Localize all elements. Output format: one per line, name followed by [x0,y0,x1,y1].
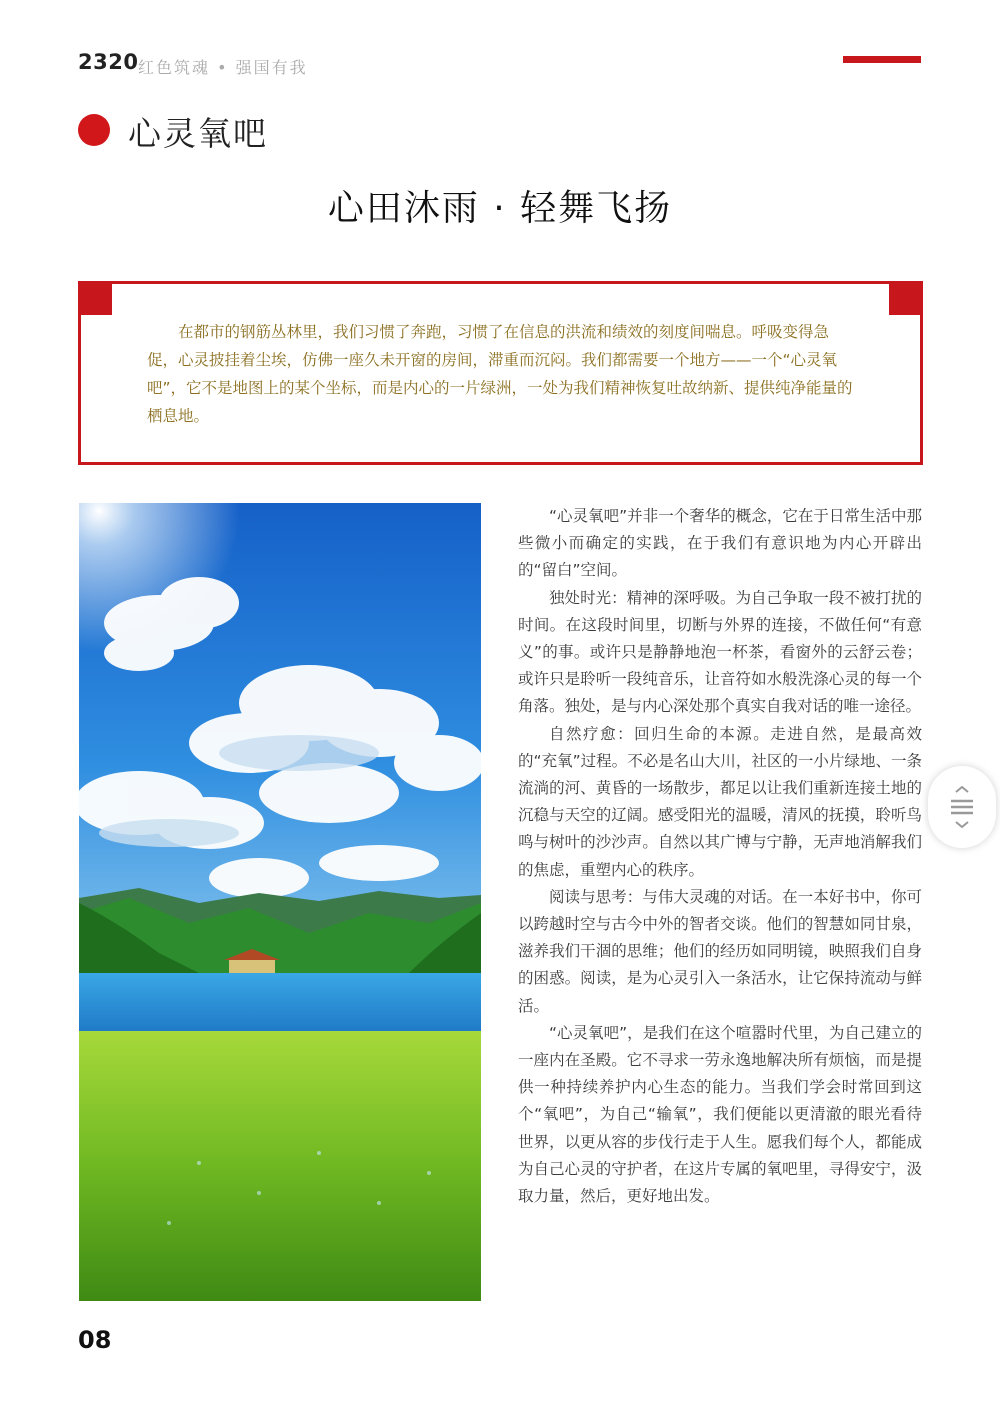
corner-decoration [78,281,112,315]
paragraph: 自然疗愈：回归生命的本源。走进自然，是最高效的“充氧”过程。不必是名山大川，社区的一小片绿地、一条流淌的河、黄昏的一场散步，都足以让我们重新连接土地的沉稳与天空的辽阔。感受阳光的温暖，清风的抚摸，聆听鸟鸣与树叶的沙沙声。自然以其广博与宁静，无声地消解我们的焦虑，重塑内心的秩序。 [518,724,922,879]
paragraph: 阅读与思考：与伟大灵魂的对话。在一本好书中，你可以跨越时空与古今中外的智者交谈。他们的智慧如同甘泉，滋养我们干涸的思维；他们的经历如同明镜，映照我们自身的困惑。阅读，是为心灵引入一条活水，让它保持流动与鲜活。 [518,887,922,1015]
paragraph: 独处时光：精神的深呼吸。为自己争取一段不被打扰的时间。在这段时间里，切断与外界的连接，不做任何“有意义”的事。或许只是静静地泡一杯茶，看窗外的云舒云卷；或许只是聆听一段纯音乐，让音符如水般洗涤心灵的每一个角落。独处，是与内心深处那个真实自我对话的唯一途径。 [518,588,922,716]
header-subtitle: 红色筑魂 • 强国有我 [138,58,308,77]
corner-decoration [889,281,923,315]
intro-text: 在都市的钢筋丛林里，我们习惯了奔跑，习惯了在信息的洪流和绩效的刻度间喘息。呼吸变得急促，心灵披挂着尘埃，仿佛一座久未开窗的房间，滞重而沉闷。我们都需要一个地方——一个“心灵氧吧”，它不是地图上的某个坐标，而是内心的一片绿洲，一处为我们精神恢复吐故纳新、提供纯净能量的栖息地。 [147,323,853,425]
page-number: 08 [78,1326,112,1354]
scroll-handle-icon [947,784,977,830]
section-dot-icon [78,114,110,146]
paragraph: “心灵氧吧”并非一个奢华的概念，它在于日常生活中那些微小而确定的实践，在于我们有意识地为内心开辟出的“留白”空间。 [518,507,922,580]
article-body [518,503,922,1210]
scroll-handle[interactable] [928,766,996,848]
header-accent-bar [843,56,921,63]
paragraph: “心灵氧吧”，是我们在这个喧嚣时代里，为自己建立的一座内在圣殿。它不寻求一劳永逸地解决所有烦恼，而是提供一种持续养护内心生态的能力。当我们学会时常回到这个“氧吧”，为自己“输氧”，我们便能以更清澈的眼光看待世界，以更从容的步伐行走于人生。愿我们每个人，都能成为自己心灵的守护者，在这片专属的氧吧里，寻得安宁，汲取力量，然后，更好地出发。 [518,1023,922,1206]
landscape-photo [79,503,481,1301]
section-title: 心灵氧吧 [128,114,268,153]
article-title: 心田沐雨 · 轻舞飞扬 [327,188,673,229]
intro-box [78,281,923,465]
issue-number: 2320 [78,50,139,74]
